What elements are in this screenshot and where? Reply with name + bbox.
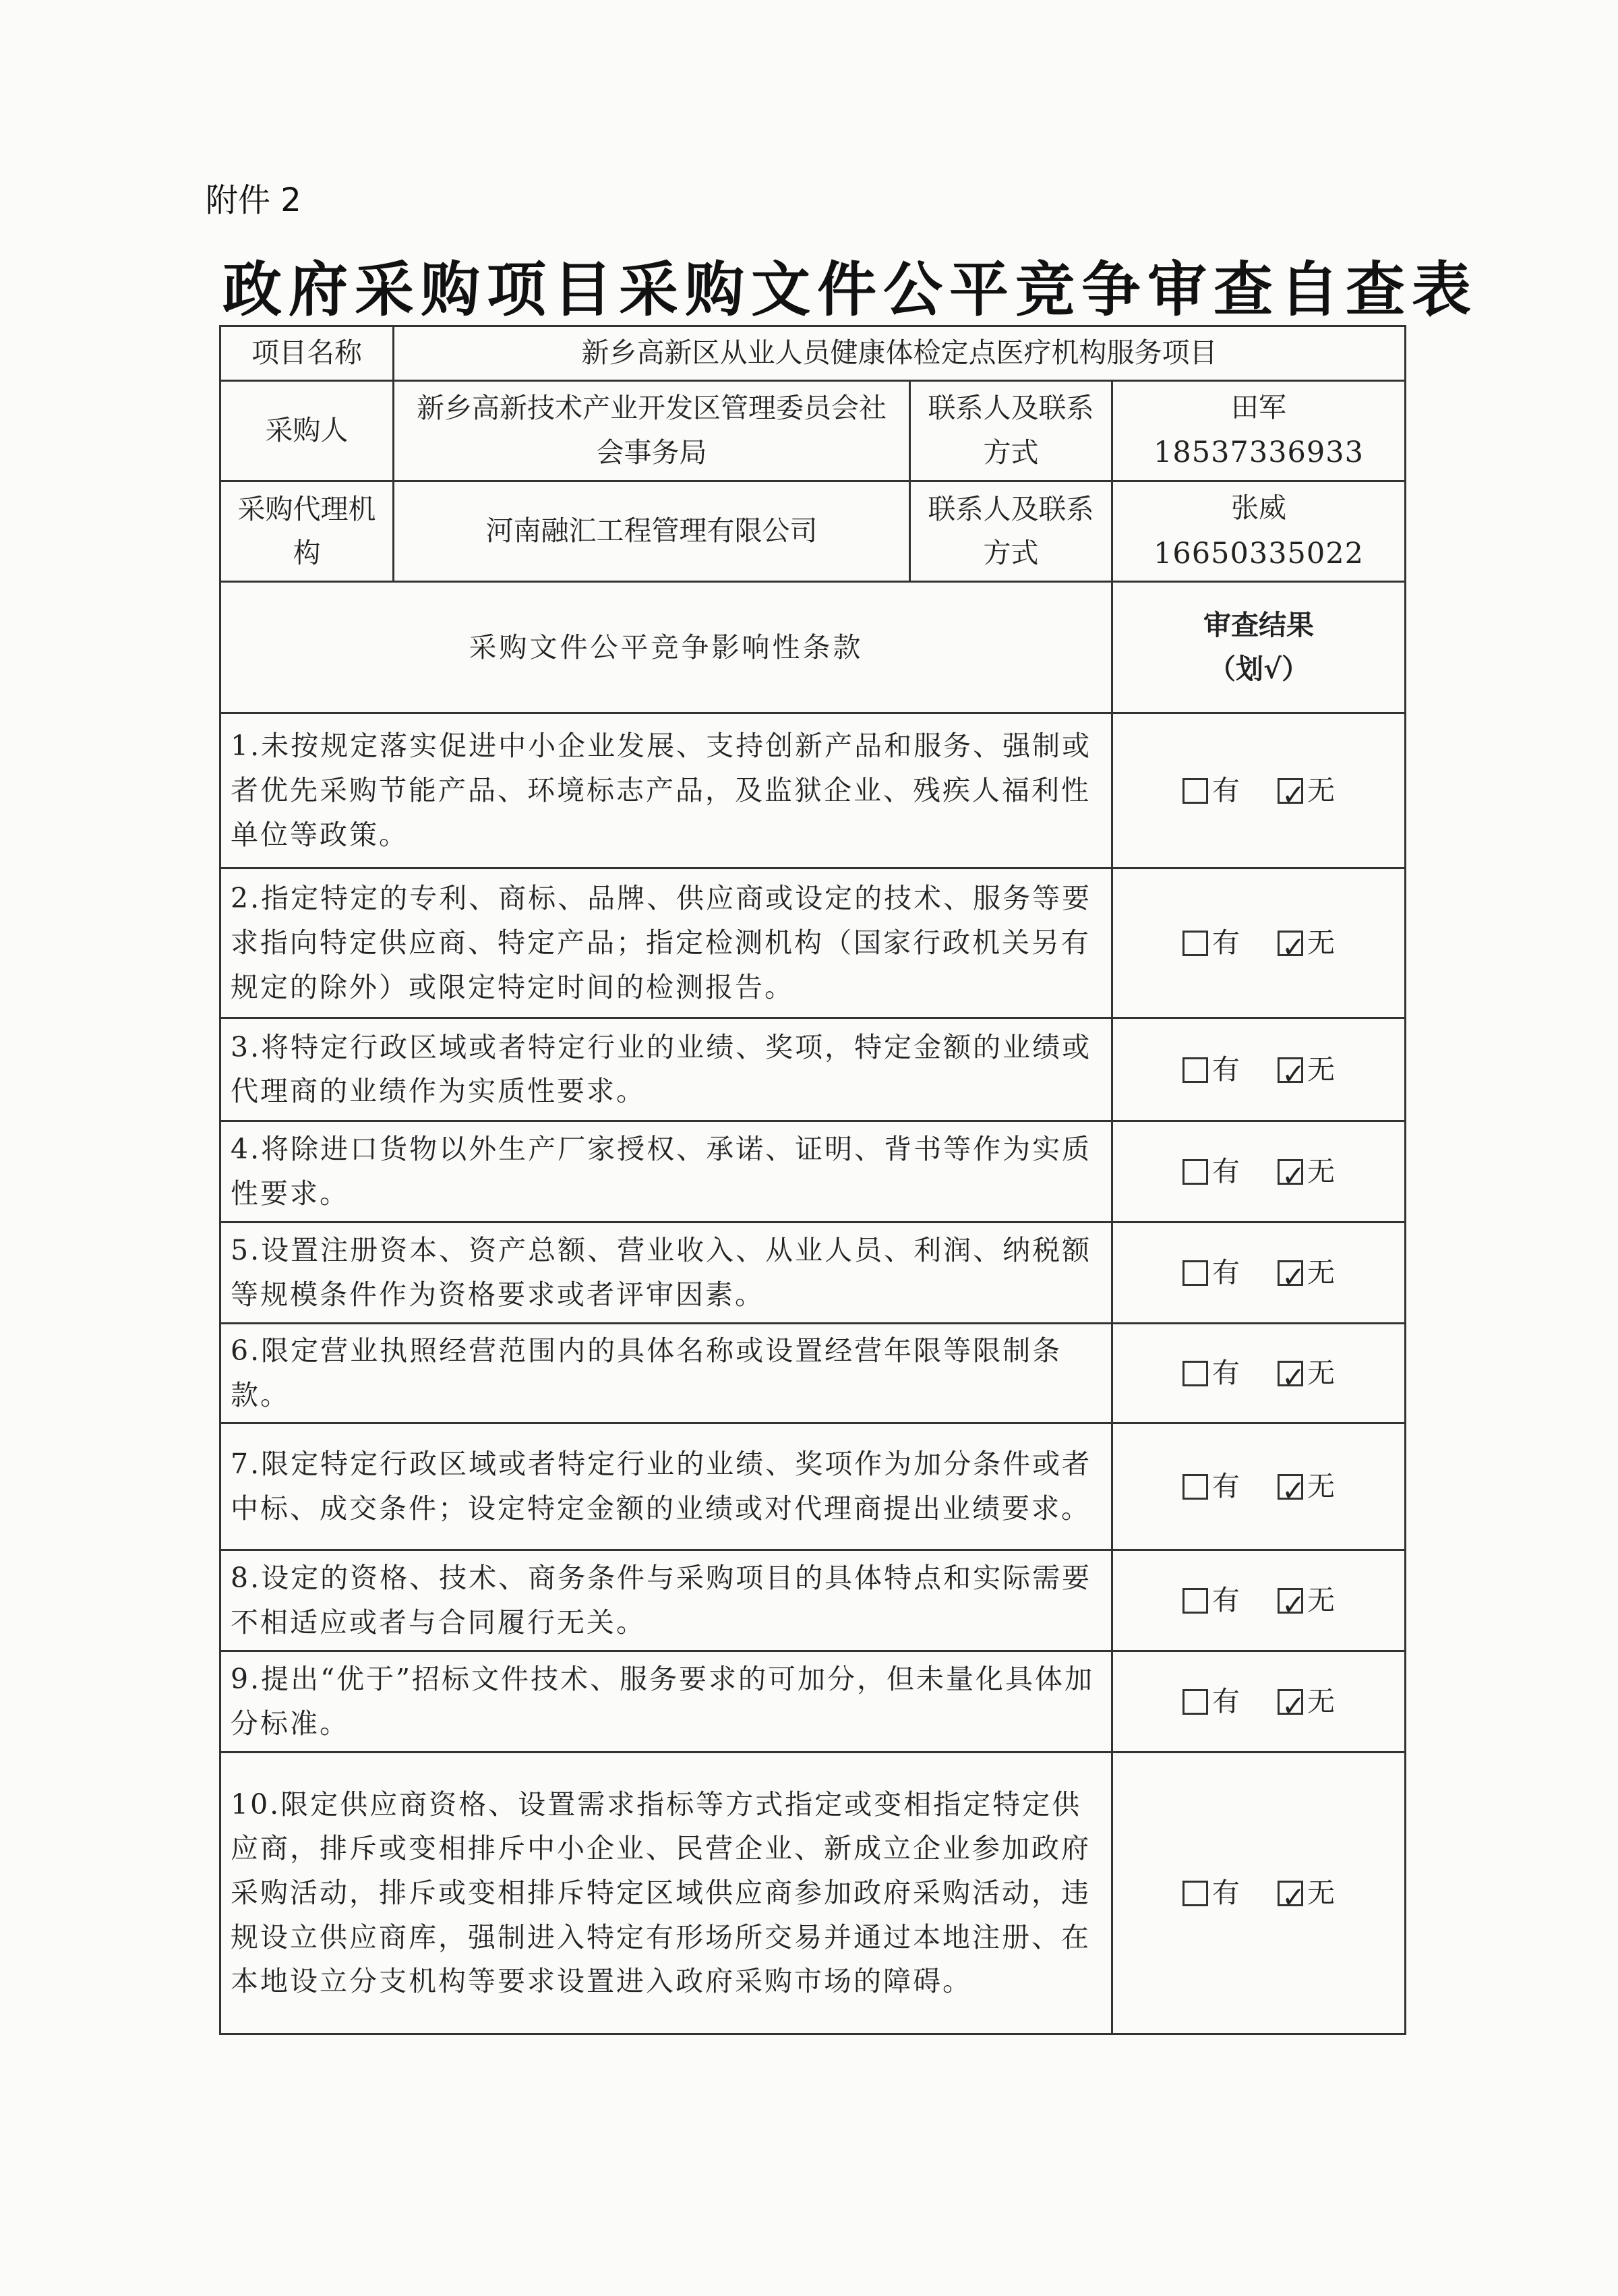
result-option-label: 有 <box>1212 926 1240 960</box>
clause-text: 2.指定特定的专利、商标、品牌、供应商或设定的技术、服务等要求指向特定供应商、特定产品；指定检测机构（国家行政机关另有规定的除外）或限定特定时间的检测报告。 <box>220 869 1112 1018</box>
checkbox-icon[interactable] <box>1182 1361 1208 1386</box>
clause-result <box>1112 713 1406 869</box>
result-option-label: 有 <box>1212 774 1240 807</box>
purchaser-contact <box>1112 380 1406 481</box>
result-option-no[interactable] <box>1278 921 1335 966</box>
purchaser-label: 采购人 <box>220 380 394 481</box>
result-option-yes[interactable] <box>1182 1150 1240 1194</box>
agency-contact-name: 张威 <box>1231 491 1287 524</box>
checkbox-icon[interactable] <box>1182 1057 1208 1083</box>
checkbox-icon[interactable] <box>1182 1260 1208 1286</box>
clause-row <box>220 1753 1406 2034</box>
result-option-label: 无 <box>1307 774 1336 807</box>
agency-contact <box>1112 481 1406 581</box>
checked-checkbox-icon[interactable] <box>1278 931 1303 956</box>
project-name-label: 项目名称 <box>220 326 394 381</box>
agency-contact-label: 联系人及联系方式 <box>910 481 1112 581</box>
result-option-no[interactable] <box>1278 1680 1335 1724</box>
result-option-yes[interactable] <box>1182 1871 1240 1916</box>
clause-row <box>220 1423 1406 1550</box>
result-option-label: 有 <box>1212 1685 1240 1718</box>
purchaser-value: 新乡高新技术产业开发区管理委员会社会事务局 <box>394 380 910 481</box>
result-option-label: 有 <box>1212 1584 1240 1617</box>
clause-list <box>220 713 1406 2034</box>
clause-text: 6.限定营业执照经营范围内的具体名称或设置经营年限等限制条款。 <box>220 1324 1112 1423</box>
purchaser-contact-phone: 18537336933 <box>1153 436 1364 470</box>
result-option-label: 无 <box>1307 926 1336 960</box>
purchaser-contact-name: 田军 <box>1231 390 1287 423</box>
clause-text: 9.提出“优于”招标文件技术、服务要求的可加分，但未量化具体加分标准。 <box>220 1651 1112 1753</box>
result-option-yes[interactable] <box>1182 769 1240 813</box>
clause-result <box>1112 1550 1406 1651</box>
result-option-label: 有 <box>1212 1155 1240 1188</box>
clauses-title: 采购文件公平竞争影响性条款 <box>220 582 1112 713</box>
result-option-label: 无 <box>1307 1053 1336 1086</box>
result-option-no[interactable] <box>1278 1351 1335 1396</box>
result-option-yes[interactable] <box>1182 1465 1240 1509</box>
result-option-label: 无 <box>1307 1685 1336 1718</box>
result-option-no[interactable] <box>1278 1465 1335 1509</box>
checkbox-icon[interactable] <box>1182 1474 1208 1500</box>
agency-contact-phone: 16650335022 <box>1153 536 1364 570</box>
attachment-label: 附件 2 <box>206 181 301 219</box>
result-option-label: 有 <box>1212 1877 1240 1910</box>
clause-row <box>220 1651 1406 1753</box>
clause-result <box>1112 869 1406 1018</box>
result-option-label: 无 <box>1307 1584 1336 1617</box>
checked-checkbox-icon[interactable] <box>1278 778 1303 804</box>
clause-result <box>1112 1651 1406 1753</box>
result-option-no[interactable] <box>1278 1048 1335 1092</box>
result-option-label: 无 <box>1307 1256 1336 1289</box>
clause-row <box>220 869 1406 1018</box>
result-option-yes[interactable] <box>1182 1680 1240 1724</box>
checked-checkbox-icon[interactable] <box>1278 1881 1303 1906</box>
result-option-yes[interactable] <box>1182 921 1240 966</box>
agency-value: 河南融汇工程管理有限公司 <box>394 481 910 581</box>
clause-result <box>1112 1753 1406 2034</box>
checkbox-icon[interactable] <box>1182 1689 1208 1715</box>
result-option-yes[interactable] <box>1182 1251 1240 1295</box>
clause-result <box>1112 1223 1406 1324</box>
review-header-row <box>220 582 1406 713</box>
clause-row <box>220 1550 1406 1651</box>
agency-label: 采购代理机构 <box>220 481 394 581</box>
result-option-label: 无 <box>1307 1470 1336 1503</box>
result-option-label: 有 <box>1212 1470 1240 1503</box>
clause-result <box>1112 1018 1406 1121</box>
review-table <box>219 325 1406 2035</box>
checkbox-icon[interactable] <box>1182 931 1208 956</box>
checkbox-icon[interactable] <box>1182 778 1208 804</box>
clause-row <box>220 1018 1406 1121</box>
result-option-label: 无 <box>1307 1155 1336 1188</box>
result-option-no[interactable] <box>1278 769 1335 813</box>
result-title: 审查结果 <box>1203 608 1315 641</box>
clause-result <box>1112 1423 1406 1550</box>
result-header <box>1112 582 1406 713</box>
result-option-no[interactable] <box>1278 1579 1335 1623</box>
checkbox-icon[interactable] <box>1182 1881 1208 1906</box>
project-row <box>220 326 1406 381</box>
clause-text: 3.将特定行政区域或者特定行业的业绩、奖项，特定金额的业绩或代理商的业绩作为实质性要求。 <box>220 1018 1112 1121</box>
clause-result <box>1112 1324 1406 1423</box>
page-title: 政府采购项目采购文件公平竞争审查自查表 <box>222 255 1478 324</box>
checked-checkbox-icon[interactable] <box>1278 1260 1303 1286</box>
clause-text: 8.设定的资格、技术、商务条件与采购项目的具体特点和实际需要不相适应或者与合同履行无关。 <box>220 1550 1112 1651</box>
result-option-label: 无 <box>1307 1877 1336 1910</box>
result-option-label: 无 <box>1307 1357 1336 1390</box>
checked-checkbox-icon[interactable] <box>1278 1588 1303 1614</box>
clause-row <box>220 713 1406 869</box>
agency-row <box>220 481 1406 581</box>
checked-checkbox-icon[interactable] <box>1278 1057 1303 1083</box>
clause-text: 5.设置注册资本、资产总额、营业收入、从业人员、利润、纳税额等规模条件作为资格要求或者评审因素。 <box>220 1223 1112 1324</box>
checked-checkbox-icon[interactable] <box>1278 1689 1303 1715</box>
result-option-label: 有 <box>1212 1053 1240 1086</box>
clause-text: 1.未按规定落实促进中小企业发展、支持创新产品和服务、强制或者优先采购节能产品、环境标志产品，及监狱企业、残疾人福利性单位等政策。 <box>220 713 1112 869</box>
clause-row <box>220 1223 1406 1324</box>
result-option-yes[interactable] <box>1182 1579 1240 1623</box>
result-option-yes[interactable] <box>1182 1351 1240 1396</box>
clause-result <box>1112 1121 1406 1223</box>
result-option-no[interactable] <box>1278 1251 1335 1295</box>
clause-row <box>220 1324 1406 1423</box>
result-option-label: 有 <box>1212 1357 1240 1390</box>
result-option-yes[interactable] <box>1182 1048 1240 1092</box>
purchaser-row <box>220 380 1406 481</box>
clause-text: 7.限定特定行政区域或者特定行业的业绩、奖项作为加分条件或者中标、成交条件；设定特定金额的业绩或对代理商提出业绩要求。 <box>220 1423 1112 1550</box>
checkbox-icon[interactable] <box>1182 1588 1208 1614</box>
clause-row <box>220 1121 1406 1223</box>
purchaser-contact-label: 联系人及联系方式 <box>910 380 1112 481</box>
checked-checkbox-icon[interactable] <box>1278 1474 1303 1500</box>
result-note: （划√） <box>1208 653 1309 686</box>
project-name-value: 新乡高新区从业人员健康体检定点医疗机构服务项目 <box>394 326 1406 381</box>
checked-checkbox-icon[interactable] <box>1278 1159 1303 1185</box>
result-option-no[interactable] <box>1278 1871 1335 1916</box>
clause-text: 10.限定供应商资格、设置需求指标等方式指定或变相指定特定供应商，排斥或变相排斥中小企业、民营企业、新成立企业参加政府采购活动，排斥或变相排斥特定区域供应商参加政府采购活动，违规设立供应商库，强制进入特定有形场所交易并通过本地注册、在本地设立分支机构等要求设置进入政府采购市场的障碍。 <box>220 1753 1112 2034</box>
checked-checkbox-icon[interactable] <box>1278 1361 1303 1386</box>
result-option-label: 有 <box>1212 1256 1240 1289</box>
result-option-no[interactable] <box>1278 1150 1335 1194</box>
clause-text: 4.将除进口货物以外生产厂家授权、承诺、证明、背书等作为实质性要求。 <box>220 1121 1112 1223</box>
checkbox-icon[interactable] <box>1182 1159 1208 1185</box>
